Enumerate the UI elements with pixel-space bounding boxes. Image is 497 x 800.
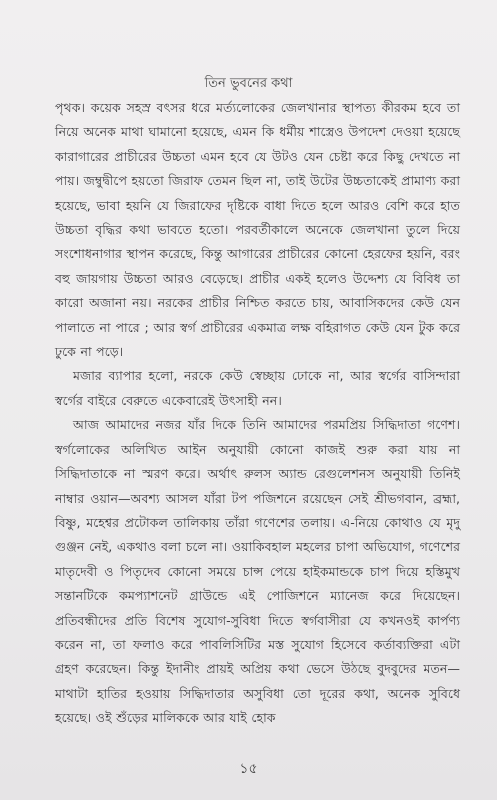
- body-text: [55, 96, 460, 731]
- paragraph: পৃথক। কয়েক সহস্র বৎসর ধরে মর্ত্যলোকের জেলখানার স্থাপত্য কীরকম হবে তা নিয়ে অনেক মাথা ঘামানো হয়েছে, এমন কি ধর্মীয় শাস্ত্রেও উপদেশ দেওয়া হয়েছে কারাগারের প্রাচীরের উচ্চতা এমন হবে যে উটও যেন চেষ্টা করে কিছু দেখতে না পায়। জম্বুদ্বীপে হয়তো জিরাফ তেমন ছিল না, তাই উটের উচ্চতাকেই প্রামাণ্য করা হয়েছে, ভাবা হয়নি যে জিরাফের দৃষ্টিকে বাধা দিতে হলে আরও বেশি করে হাত উচ্চতা বৃদ্ধির কথা ভাবতে হতো। পরবর্তীকালে অনেকে জেলখানা তুলে দিয়ে সংশোধনাগার স্থাপন করেছে, কিন্তু আগারের প্রাচীরের কোনো হেরফের হয়নি, বরং বহু জায়গায় উচ্চতা আরও বেড়েছে। প্রাচীর একই হলেও উদ্দেশ্য যে বিবিধ তা কারো অজানা নয়। নরকের প্রাচীর নিশ্চিত করতে চায়, আবাসিকদের কেউ যেন পালাতে না পারে ; আর স্বর্গ প্রাচীরের একমাত্র লক্ষ বহিরাগত কেউ যেন টুক করে ঢুকে না পড়ে।: [55, 100, 460, 360]
- running-head: তিন ভুবনের কথা: [204, 76, 293, 91]
- paragraph: মজার ব্যাপার হলো, নরকে কেউ স্বেচ্ছায় ঢোকে না, আর স্বর্গের বাসিন্দারা স্বর্গের বাইরে বেরুতে একেবারেই উৎসাহী নন।: [55, 368, 460, 408]
- paragraph: আজ আমাদের নজর যাঁর দিকে তিনি আমাদের পরমপ্রিয় সিদ্ধিদাতা গণেশ। স্বর্গলোকের অলিখিত আইন অনুযায়ী কোনো কাজই শুরু করা যায় না সিদ্ধিদাতাকে না স্মরণ করে। অর্থাৎ রুলস অ্যান্ড রেগুলেশনস অনুযায়ী তিনিই নাম্বার ওয়ান—অবশ্য আসল যাঁরা টপ পজিশনে রয়েছেন সেই শ্রীভগবান, ব্রহ্মা, বিষ্ণু, মহেশ্বর প্রটোকল তালিকায় তাঁরা গণেশের তলায়। এ-নিয়ে কোথাও যে মৃদু গুঞ্জন নেই, একথাও বলা চলে না। ওয়াকিবহাল মহলের চাপা অভিযোগ, গণেশের মাতৃদেবী ও পিতৃদেব কোনো সময়ে চান্স পেয়ে হাইকমান্ডকে চাপ দিয়ে হস্তিমুখ সন্তানটিকে কমপ্যাশনেট গ্রাউন্ডে এই পোজিশনে ম্যানেজ করে দিয়েছেন। প্রতিবন্ধীদের প্রতি বিশেষ সুযোগ-সুবিধা দিতে স্বর্গবাসীরা যে কখনওই কার্পণ্য করেন না, তা ফলাও করে পাবলিসিটির মস্ত সুযোগ হিসেবে কর্তাব্যক্তিরা এটা গ্রহণ করেছেন। কিন্তু ইদানীং প্রায়ই অপ্রিয় কথা ভেসে উঠছে বুদবুদের মতন—মাথাটা হাতির হওয়ায় সিদ্ধিদাতার অসুবিধা তো দূরের কথা, অনেক সুবিধে হয়েছে। ওই শুঁড়ের মালিককে আর যাই হোক: [55, 417, 460, 726]
- page-number: ১৫: [239, 761, 258, 777]
